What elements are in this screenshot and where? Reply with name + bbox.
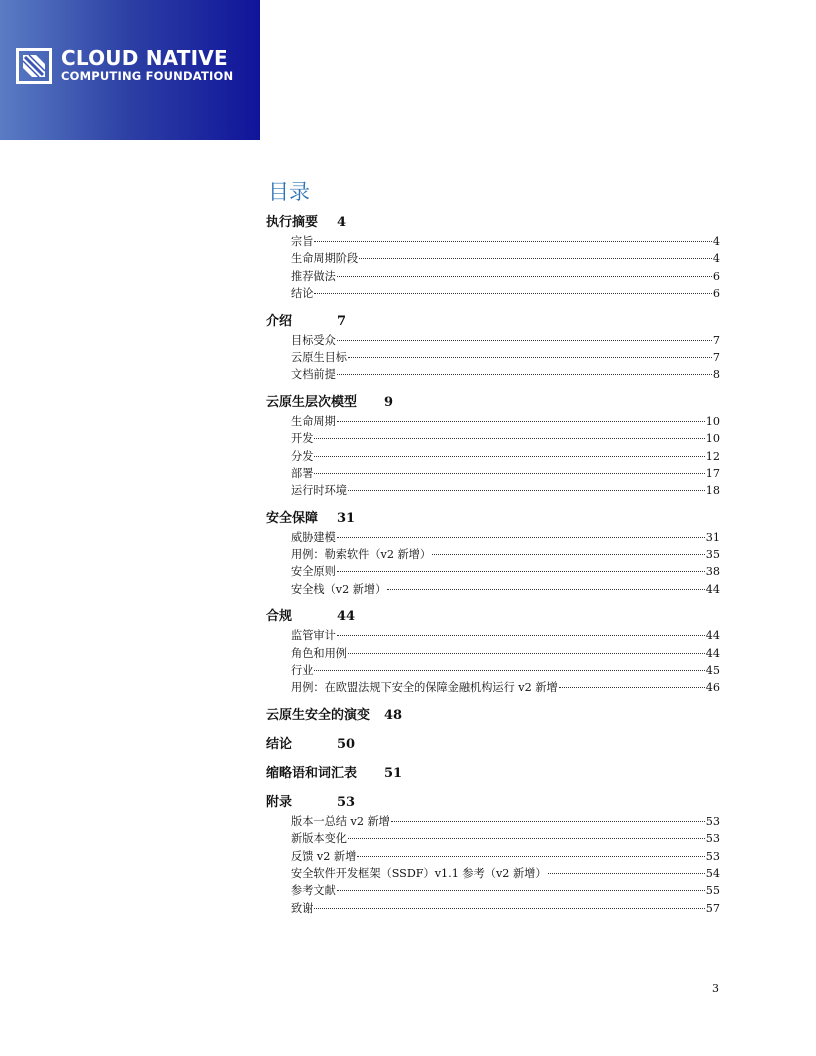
toc-entry-page: 10 (705, 414, 720, 428)
toc-entry-page: 45 (705, 664, 720, 678)
toc-section-heading[interactable] (266, 607, 720, 627)
toc-dot-leader (548, 873, 705, 874)
logo-line1: CLOUD NATIVE (61, 46, 228, 70)
toc-entry-title: 角色和用例 (291, 646, 347, 660)
toc-section (266, 735, 720, 755)
toc-entry-page: 53 (705, 814, 720, 828)
toc-entry[interactable] (266, 413, 720, 430)
toc-entry[interactable] (266, 900, 720, 917)
toc-entry-title: 推荐做法 (291, 269, 336, 283)
toc-dot-leader (348, 838, 705, 839)
toc-dot-leader (337, 890, 705, 891)
toc-section-page: 53 (337, 794, 356, 810)
toc-section-heading[interactable] (266, 509, 720, 529)
toc-dot-leader (314, 473, 704, 474)
toc-entry-title: 安全原则 (291, 565, 336, 579)
toc-entry-title: 生命周期 (291, 414, 336, 428)
toc-entry-page: 44 (705, 629, 720, 643)
toc-section (266, 509, 720, 599)
toc-entry-page: 35 (705, 548, 720, 562)
toc-entry-title: 开发 (291, 432, 314, 446)
toc-entry-title: 版本一总结 v2 新增 (291, 814, 390, 828)
table-of-contents (266, 213, 720, 926)
toc-section-page: 44 (337, 609, 356, 625)
toc-entry[interactable] (266, 848, 720, 865)
toc-entry[interactable] (266, 465, 720, 482)
toc-entry[interactable] (266, 529, 720, 546)
toc-dot-leader (337, 635, 705, 636)
toc-entry[interactable] (266, 233, 720, 250)
toc-entry-page: 53 (705, 849, 720, 863)
toc-entry-title: 目标受众 (291, 333, 336, 347)
toc-section-page: 51 (384, 765, 403, 781)
toc-section-heading[interactable] (266, 393, 720, 413)
toc-section-title: 云原生安全的演变 (266, 707, 371, 723)
toc-entry-page: 38 (705, 565, 720, 579)
toc-entry-title: 宗旨 (291, 235, 314, 248)
toc-entry-title: 运行时环境 (291, 484, 347, 498)
toc-section (266, 706, 720, 726)
toc-section-page: 7 (337, 313, 347, 329)
toc-dot-leader (337, 571, 705, 572)
toc-entry[interactable] (266, 268, 720, 285)
toc-entry-page: 17 (705, 466, 720, 480)
toc-section-page: 48 (384, 707, 403, 723)
toc-title: 目录 (268, 180, 310, 204)
toc-entry-page: 53 (705, 832, 720, 846)
toc-section-title: 云原生层次模型 (266, 394, 358, 410)
cncf-wordmark (61, 48, 233, 83)
toc-entry-title: 文档前提 (291, 368, 336, 382)
toc-section-page: 31 (337, 510, 356, 526)
toc-entry-page: 54 (705, 866, 720, 880)
toc-entry[interactable] (266, 830, 720, 847)
page-number: 3 (712, 982, 719, 995)
toc-section (266, 213, 720, 303)
toc-entry[interactable] (266, 332, 720, 349)
toc-dot-leader (348, 357, 712, 358)
toc-dot-leader (314, 908, 704, 909)
toc-section-title: 结论 (266, 736, 293, 752)
toc-entry-title: 云原生目标 (291, 350, 347, 364)
toc-section-title: 附录 (266, 794, 293, 810)
toc-section-title: 介绍 (266, 313, 293, 329)
toc-entry[interactable] (266, 366, 720, 383)
toc-entry[interactable] (266, 627, 720, 644)
toc-dot-leader (314, 293, 711, 294)
header-banner (0, 0, 260, 140)
toc-dot-leader (314, 241, 711, 242)
toc-entry-page: 18 (705, 484, 720, 498)
toc-entry[interactable] (266, 448, 720, 465)
toc-entry[interactable] (266, 546, 720, 563)
toc-entry-title: 参考文献 (291, 884, 336, 898)
toc-entry-page: 44 (705, 646, 720, 660)
toc-section (266, 393, 720, 500)
toc-entry[interactable] (266, 813, 720, 830)
toc-dot-leader (387, 589, 704, 590)
toc-entry[interactable] (266, 349, 720, 366)
toc-entry[interactable] (266, 563, 720, 580)
toc-entry-page: 7 (712, 350, 720, 364)
toc-entry[interactable] (266, 662, 720, 679)
toc-section-heading[interactable] (266, 735, 720, 755)
toc-entry-page: 57 (705, 901, 720, 915)
toc-section-heading[interactable] (266, 764, 720, 784)
toc-entry-page: 7 (712, 333, 720, 347)
toc-dot-leader (314, 456, 704, 457)
toc-section (266, 312, 720, 384)
toc-entry-page: 8 (712, 368, 720, 382)
toc-dot-leader (357, 856, 704, 857)
toc-dot-leader (432, 554, 705, 555)
toc-section-title: 执行摘要 (266, 215, 319, 230)
toc-entry-title: 分发 (291, 449, 314, 463)
toc-entry[interactable] (266, 250, 720, 267)
toc-dot-leader (314, 670, 704, 671)
logo-line2: COMPUTING FOUNDATION (61, 69, 234, 83)
toc-entry[interactable] (266, 285, 720, 302)
toc-section-heading[interactable] (266, 312, 720, 332)
toc-dot-leader (337, 276, 712, 277)
toc-entry[interactable] (266, 679, 720, 696)
toc-entry-title: 监管审计 (291, 629, 336, 643)
toc-dot-leader (337, 537, 705, 538)
toc-entry[interactable] (266, 882, 720, 899)
toc-entry-page: 46 (705, 681, 720, 695)
toc-entry-title: 安全软件开发框架（SSDF）v1.1 参考（v2 新增） (291, 866, 547, 880)
toc-dot-leader (348, 490, 705, 491)
toc-entry[interactable] (266, 482, 720, 499)
toc-section-title: 合规 (266, 609, 293, 625)
toc-section-page: 9 (384, 394, 394, 410)
toc-entry-title: 反馈 v2 新增 (291, 849, 357, 863)
toc-dot-leader (337, 421, 705, 422)
toc-entry[interactable] (266, 645, 720, 662)
toc-entry-title: 生命周期阶段 (291, 252, 359, 266)
toc-section-heading[interactable] (266, 793, 720, 813)
toc-entry-title: 行业 (291, 664, 314, 678)
toc-entry-title: 用例：勒索软件（v2 新增） (291, 548, 432, 562)
toc-section (266, 764, 720, 784)
toc-entry-title: 结论 (291, 287, 314, 301)
toc-dot-leader (559, 687, 705, 688)
toc-section (266, 607, 720, 697)
toc-section-title: 安全保障 (266, 510, 319, 526)
toc-dot-leader (348, 653, 705, 654)
toc-entry-page: 44 (705, 582, 720, 596)
toc-entry-title: 致谢 (291, 901, 314, 915)
toc-section-heading[interactable] (266, 213, 720, 233)
toc-section-page: 50 (337, 736, 356, 752)
toc-entry-page: 12 (705, 449, 720, 463)
cncf-logo-icon (16, 48, 52, 84)
toc-entry-title: 新版本变化 (291, 832, 347, 846)
toc-entry[interactable] (266, 581, 720, 598)
toc-entry[interactable] (266, 865, 720, 882)
toc-entry-page: 6 (712, 269, 720, 283)
toc-section-title: 缩略语和词汇表 (266, 765, 358, 781)
toc-entry-page: 10 (705, 432, 720, 446)
toc-dot-leader (391, 821, 705, 822)
toc-entry[interactable] (266, 430, 720, 447)
toc-entry-title: 部署 (291, 466, 314, 480)
toc-dot-leader (337, 374, 712, 375)
toc-entry-title: 安全栈（v2 新增） (291, 582, 387, 596)
toc-section (266, 793, 720, 917)
toc-entry-page: 4 (712, 252, 720, 266)
toc-entry-page: 6 (712, 287, 720, 301)
toc-dot-leader (359, 258, 712, 259)
toc-entry-page: 4 (712, 235, 720, 248)
toc-entry-page: 31 (705, 530, 720, 544)
toc-section-heading[interactable] (266, 706, 720, 726)
toc-dot-leader (314, 438, 704, 439)
toc-dot-leader (337, 340, 712, 341)
toc-section-page: 4 (337, 215, 347, 230)
toc-entry-title: 威胁建模 (291, 530, 336, 544)
toc-entry-title: 用例：在欧盟法规下安全的保障金融机构运行 v2 新增 (291, 681, 558, 695)
toc-entry-page: 55 (705, 884, 720, 898)
